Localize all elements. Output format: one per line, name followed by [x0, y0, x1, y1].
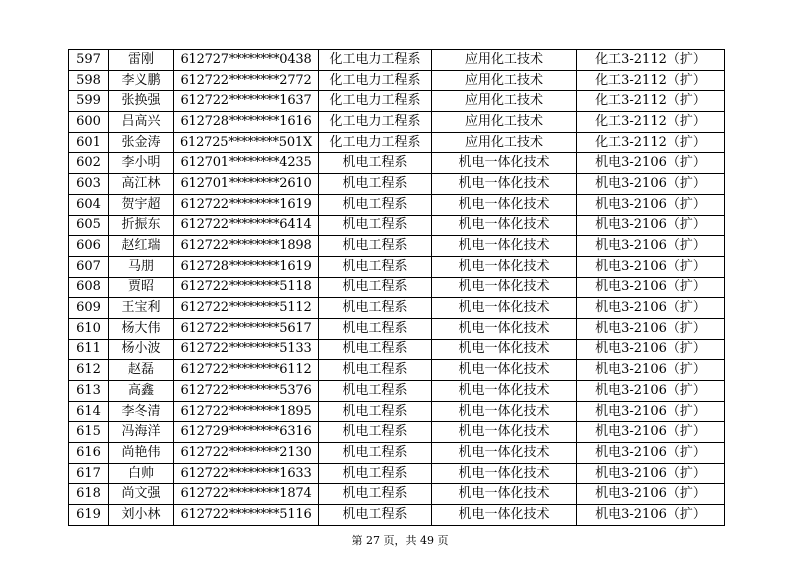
id-number-cell: 612701********4235: [174, 153, 319, 174]
table-row: [69, 50, 725, 71]
major-cell: 应用化工技术: [432, 91, 577, 112]
department-cell: 机电工程系: [319, 422, 432, 443]
class-cell: 机电3-2106（扩）: [577, 505, 725, 526]
class-cell: 机电3-2106（扩）: [577, 194, 725, 215]
class-cell: 机电3-2106（扩）: [577, 236, 725, 257]
major-cell: 应用化工技术: [432, 132, 577, 153]
table-row: [69, 153, 725, 174]
table-row: [69, 112, 725, 133]
student-name-cell: 刘小林: [109, 505, 174, 526]
id-number-cell: 612722********1633: [174, 463, 319, 484]
class-cell: 机电3-2106（扩）: [577, 256, 725, 277]
department-cell: 机电工程系: [319, 174, 432, 195]
row-number-cell: 603: [69, 174, 109, 195]
row-number-cell: 615: [69, 422, 109, 443]
row-number-cell: 604: [69, 194, 109, 215]
student-name-cell: 高鑫: [109, 381, 174, 402]
id-number-cell: 612729********6316: [174, 422, 319, 443]
id-number-cell: 612722********5112: [174, 298, 319, 319]
table-row: [69, 381, 725, 402]
department-cell: 机电工程系: [319, 401, 432, 422]
major-cell: 机电一体化技术: [432, 505, 577, 526]
class-cell: 化工3-2112（扩）: [577, 70, 725, 91]
table-row: [69, 422, 725, 443]
major-cell: 应用化工技术: [432, 112, 577, 133]
id-number-cell: 612722********6414: [174, 215, 319, 236]
id-number-cell: 612725********501X: [174, 132, 319, 153]
department-cell: 机电工程系: [319, 505, 432, 526]
class-cell: 机电3-2106（扩）: [577, 401, 725, 422]
id-number-cell: 612722********1895: [174, 401, 319, 422]
class-cell: 机电3-2106（扩）: [577, 360, 725, 381]
id-number-cell: 612722********5118: [174, 277, 319, 298]
department-cell: 化工电力工程系: [319, 50, 432, 71]
id-number-cell: 612728********1619: [174, 256, 319, 277]
table-row: [69, 174, 725, 195]
table-row: [69, 360, 725, 381]
table-row: [69, 298, 725, 319]
major-cell: 机电一体化技术: [432, 443, 577, 464]
department-cell: 机电工程系: [319, 339, 432, 360]
class-cell: 机电3-2106（扩）: [577, 381, 725, 402]
student-name-cell: 马朋: [109, 256, 174, 277]
major-cell: 机电一体化技术: [432, 215, 577, 236]
class-cell: 化工3-2112（扩）: [577, 91, 725, 112]
row-number-cell: 602: [69, 153, 109, 174]
row-number-cell: 612: [69, 360, 109, 381]
student-name-cell: 王宝利: [109, 298, 174, 319]
table-row: [69, 401, 725, 422]
student-name-cell: 李冬清: [109, 401, 174, 422]
major-cell: 机电一体化技术: [432, 381, 577, 402]
row-number-cell: 599: [69, 91, 109, 112]
student-name-cell: 白帅: [109, 463, 174, 484]
student-name-cell: 高江林: [109, 174, 174, 195]
major-cell: 机电一体化技术: [432, 484, 577, 505]
student-name-cell: 张换强: [109, 91, 174, 112]
class-cell: 化工3-2112（扩）: [577, 112, 725, 133]
row-number-cell: 618: [69, 484, 109, 505]
table-row: [69, 215, 725, 236]
table-row: [69, 339, 725, 360]
student-name-cell: 张金涛: [109, 132, 174, 153]
department-cell: 机电工程系: [319, 256, 432, 277]
id-number-cell: 612722********2130: [174, 443, 319, 464]
table-row: [69, 91, 725, 112]
student-name-cell: 吕高兴: [109, 112, 174, 133]
major-cell: 机电一体化技术: [432, 401, 577, 422]
row-number-cell: 606: [69, 236, 109, 257]
major-cell: 应用化工技术: [432, 50, 577, 71]
id-number-cell: 612701********2610: [174, 174, 319, 195]
student-roster-table: [68, 49, 725, 526]
major-cell: 机电一体化技术: [432, 318, 577, 339]
row-number-cell: 619: [69, 505, 109, 526]
class-cell: 机电3-2106（扩）: [577, 215, 725, 236]
department-cell: 化工电力工程系: [319, 132, 432, 153]
student-name-cell: 尚艳伟: [109, 443, 174, 464]
student-name-cell: 杨大伟: [109, 318, 174, 339]
id-number-cell: 612728********1616: [174, 112, 319, 133]
student-name-cell: 赵红瑞: [109, 236, 174, 257]
id-number-cell: 612722********2772: [174, 70, 319, 91]
major-cell: 机电一体化技术: [432, 463, 577, 484]
id-number-cell: 612727********0438: [174, 50, 319, 71]
class-cell: 化工3-2112（扩）: [577, 50, 725, 71]
class-cell: 化工3-2112（扩）: [577, 132, 725, 153]
row-number-cell: 598: [69, 70, 109, 91]
row-number-cell: 614: [69, 401, 109, 422]
row-number-cell: 597: [69, 50, 109, 71]
roster-body: [69, 50, 725, 526]
student-name-cell: 折振东: [109, 215, 174, 236]
department-cell: 化工电力工程系: [319, 112, 432, 133]
student-name-cell: 李小明: [109, 153, 174, 174]
department-cell: 机电工程系: [319, 298, 432, 319]
student-name-cell: 贾昭: [109, 277, 174, 298]
id-number-cell: 612722********1619: [174, 194, 319, 215]
class-cell: 机电3-2106（扩）: [577, 153, 725, 174]
id-number-cell: 612722********1637: [174, 91, 319, 112]
table-row: [69, 70, 725, 91]
page-number-footer: 第 27 页，共 49 页: [351, 534, 449, 547]
table-row: [69, 194, 725, 215]
class-cell: 机电3-2106（扩）: [577, 339, 725, 360]
major-cell: 机电一体化技术: [432, 236, 577, 257]
department-cell: 化工电力工程系: [319, 91, 432, 112]
department-cell: 机电工程系: [319, 153, 432, 174]
row-number-cell: 613: [69, 381, 109, 402]
id-number-cell: 612722********5376: [174, 381, 319, 402]
table-row: [69, 505, 725, 526]
row-number-cell: 607: [69, 256, 109, 277]
id-number-cell: 612722********5116: [174, 505, 319, 526]
table-row: [69, 277, 725, 298]
department-cell: 机电工程系: [319, 194, 432, 215]
table-row: [69, 236, 725, 257]
table-row: [69, 132, 725, 153]
major-cell: 机电一体化技术: [432, 298, 577, 319]
id-number-cell: 612722********6112: [174, 360, 319, 381]
row-number-cell: 611: [69, 339, 109, 360]
major-cell: 机电一体化技术: [432, 194, 577, 215]
department-cell: 机电工程系: [319, 318, 432, 339]
class-cell: 机电3-2106（扩）: [577, 422, 725, 443]
table-row: [69, 484, 725, 505]
table-row: [69, 256, 725, 277]
table-row: [69, 318, 725, 339]
class-cell: 机电3-2106（扩）: [577, 318, 725, 339]
row-number-cell: 617: [69, 463, 109, 484]
department-cell: 机电工程系: [319, 277, 432, 298]
row-number-cell: 610: [69, 318, 109, 339]
row-number-cell: 605: [69, 215, 109, 236]
major-cell: 机电一体化技术: [432, 422, 577, 443]
student-name-cell: 李义鹏: [109, 70, 174, 91]
department-cell: 机电工程系: [319, 484, 432, 505]
class-cell: 机电3-2106（扩）: [577, 443, 725, 464]
row-number-cell: 600: [69, 112, 109, 133]
id-number-cell: 612722********5133: [174, 339, 319, 360]
student-name-cell: 赵磊: [109, 360, 174, 381]
id-number-cell: 612722********1874: [174, 484, 319, 505]
class-cell: 机电3-2106（扩）: [577, 298, 725, 319]
student-name-cell: 尚文强: [109, 484, 174, 505]
department-cell: 机电工程系: [319, 215, 432, 236]
row-number-cell: 616: [69, 443, 109, 464]
row-number-cell: 601: [69, 132, 109, 153]
department-cell: 化工电力工程系: [319, 70, 432, 91]
student-name-cell: 贺宇超: [109, 194, 174, 215]
department-cell: 机电工程系: [319, 443, 432, 464]
major-cell: 机电一体化技术: [432, 256, 577, 277]
table-row: [69, 443, 725, 464]
student-name-cell: 雷刚: [109, 50, 174, 71]
student-name-cell: 杨小波: [109, 339, 174, 360]
department-cell: 机电工程系: [319, 236, 432, 257]
id-number-cell: 612722********1898: [174, 236, 319, 257]
major-cell: 机电一体化技术: [432, 277, 577, 298]
department-cell: 机电工程系: [319, 463, 432, 484]
row-number-cell: 609: [69, 298, 109, 319]
major-cell: 机电一体化技术: [432, 339, 577, 360]
major-cell: 应用化工技术: [432, 70, 577, 91]
student-name-cell: 冯海洋: [109, 422, 174, 443]
class-cell: 机电3-2106（扩）: [577, 174, 725, 195]
class-cell: 机电3-2106（扩）: [577, 463, 725, 484]
class-cell: 机电3-2106（扩）: [577, 484, 725, 505]
major-cell: 机电一体化技术: [432, 153, 577, 174]
department-cell: 机电工程系: [319, 360, 432, 381]
major-cell: 机电一体化技术: [432, 360, 577, 381]
department-cell: 机电工程系: [319, 381, 432, 402]
id-number-cell: 612722********5617: [174, 318, 319, 339]
row-number-cell: 608: [69, 277, 109, 298]
major-cell: 机电一体化技术: [432, 174, 577, 195]
class-cell: 机电3-2106（扩）: [577, 277, 725, 298]
table-row: [69, 463, 725, 484]
